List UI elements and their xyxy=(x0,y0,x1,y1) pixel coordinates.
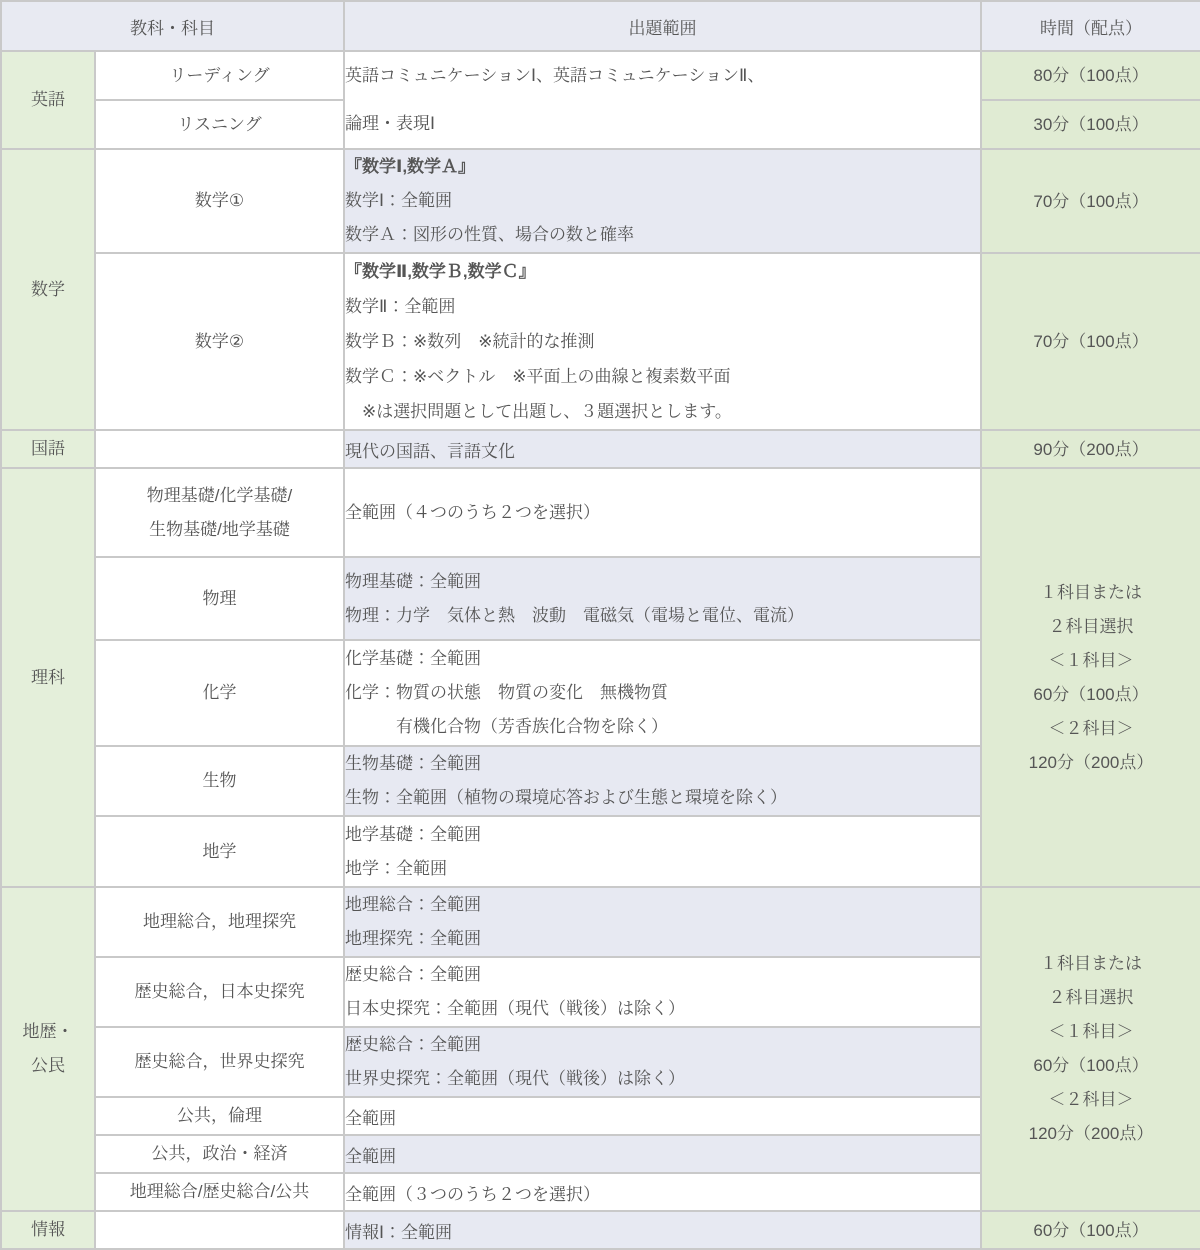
geology-subject-cell: 地学 xyxy=(95,816,344,887)
math1-time-cell: 70分（100点） xyxy=(981,149,1200,253)
chemistry-subject-cell: 化学 xyxy=(95,640,344,746)
english-category-cell: 英語 xyxy=(1,51,95,149)
chemistry-scope-cell xyxy=(344,640,981,746)
row-math-1 xyxy=(1,149,1200,253)
scope-line: 論理・表現Ⅰ xyxy=(345,114,436,133)
scope-line: 地学基礎：全範囲 xyxy=(345,824,481,844)
social-combined-subject-cell: 地理総合/歴史総合/公共 xyxy=(95,1173,344,1211)
time-line: １科目または xyxy=(1040,954,1142,973)
kokugo-time-cell: 90分（200点） xyxy=(981,430,1200,468)
world-history-scope-cell xyxy=(344,1027,981,1097)
information-subject-cell xyxy=(95,1211,344,1249)
scope-line: 地理総合：全範囲 xyxy=(345,895,481,914)
english-listening-subject-cell: リスニング xyxy=(95,100,344,149)
time-line: ２科目選択 xyxy=(1048,988,1134,1007)
scope-title-line: 『数学Ⅰ,数学Ａ』 xyxy=(345,157,476,176)
japanese-history-subject-cell: 歴史総合，日本史探究 xyxy=(95,957,344,1027)
category-line: 地歴・ xyxy=(22,1022,74,1041)
row-math-2 xyxy=(1,253,1200,430)
scope-line: 物理：力学 気体と熱 波動 電磁気（電場と電位、電流） xyxy=(345,605,804,625)
scope-line: 歴史総合：全範囲 xyxy=(345,965,481,984)
time-line: ＜１科目＞ xyxy=(1048,650,1134,670)
information-category-cell: 情報 xyxy=(1,1211,95,1249)
biology-subject-cell: 生物 xyxy=(95,746,344,816)
politics-economics-scope-cell: 全範囲 xyxy=(344,1135,981,1173)
english-reading-time-cell: 80分（100点） xyxy=(981,51,1200,100)
english-listening-time-cell: 30分（100点） xyxy=(981,100,1200,149)
english-reading-subject-cell: リーディング xyxy=(95,51,344,100)
row-science-basics xyxy=(1,468,1200,557)
row-kokugo xyxy=(1,430,1200,468)
english-scope-cell xyxy=(344,51,981,149)
scope-line: 全範囲（４つのうち２つを選択） xyxy=(345,502,600,522)
scope-line: 数学Ｂ：※数列 ※統計的な推測 xyxy=(345,332,595,351)
time-line: ＜２科目＞ xyxy=(1048,1090,1134,1109)
scope-line: 物理基礎：全範囲 xyxy=(345,571,481,591)
time-line: 60分（100点） xyxy=(1033,684,1149,704)
scope-line: 地理探究：全範囲 xyxy=(345,929,481,948)
japanese-history-scope-cell xyxy=(344,957,981,1027)
information-time-cell: 60分（100点） xyxy=(981,1211,1200,1249)
math1-subject-cell: 数学① xyxy=(95,149,344,253)
scope-line: 英語コミュニケーションⅠ、英語コミュニケーションⅡ、 xyxy=(345,66,765,85)
kokugo-scope-cell: 現代の国語、言語文化 xyxy=(344,430,981,468)
scope-line: 生物：全範囲（植物の環境応答および生態と環境を除く） xyxy=(345,788,787,807)
math-category-cell: 数学 xyxy=(1,149,95,430)
world-history-subject-cell: 歴史総合，世界史探究 xyxy=(95,1027,344,1097)
social-time-cell xyxy=(981,887,1200,1211)
biology-scope-cell xyxy=(344,746,981,816)
science-basics-subject-cell xyxy=(95,468,344,557)
header-time-column: 時間（配点） xyxy=(981,1,1200,51)
math1-scope-cell xyxy=(344,149,981,253)
scope-line: ※は選択問題として出題し、３題選択とします。 xyxy=(345,402,732,421)
physics-scope-cell xyxy=(344,557,981,640)
information-scope-cell: 情報Ⅰ：全範囲 xyxy=(344,1211,981,1249)
scope-line: 歴史総合：全範囲 xyxy=(345,1035,481,1054)
science-category-cell: 理科 xyxy=(1,468,95,887)
science-time-cell xyxy=(981,468,1200,887)
geography-scope-cell xyxy=(344,887,981,957)
scope-line: 数学Ⅰ：全範囲 xyxy=(345,191,453,210)
scope-title-line: 『数学Ⅱ,数学Ｂ,数学Ｃ』 xyxy=(345,262,536,281)
time-line: ２科目選択 xyxy=(1048,616,1134,636)
scope-line: 生物基礎：全範囲 xyxy=(345,754,481,773)
row-information xyxy=(1,1211,1200,1249)
politics-economics-subject-cell: 公共，政治・経済 xyxy=(95,1135,344,1173)
kokugo-subject-cell xyxy=(95,430,344,468)
physics-subject-cell: 物理 xyxy=(95,557,344,640)
scope-line: 数学Ａ：図形の性質、場合の数と確率 xyxy=(345,225,634,244)
math2-subject-cell: 数学② xyxy=(95,253,344,430)
social-category-cell xyxy=(1,887,95,1211)
science-basics-scope-cell xyxy=(344,468,981,557)
scope-line: 地学：全範囲 xyxy=(345,858,447,878)
scope-line: 有機化合物（芳香族化合物を除く） xyxy=(345,717,668,736)
row-english-reading xyxy=(1,51,1200,100)
time-line: 60分（100点） xyxy=(1033,1056,1149,1075)
header-row xyxy=(1,1,1200,51)
category-line: 公民 xyxy=(31,1056,65,1075)
geology-scope-cell xyxy=(344,816,981,887)
kokugo-category-cell: 国語 xyxy=(1,430,95,468)
time-line: ＜２科目＞ xyxy=(1048,718,1134,738)
scope-line: 化学基礎：全範囲 xyxy=(345,649,481,668)
math2-time-cell: 70分（100点） xyxy=(981,253,1200,430)
ethics-subject-cell: 公共，倫理 xyxy=(95,1097,344,1135)
time-line: １科目または xyxy=(1040,582,1142,602)
social-combined-scope-cell: 全範囲（３つのうち２つを選択） xyxy=(344,1173,981,1211)
scope-line: 数学Ｃ：※ベクトル ※平面上の曲線と複素数平面 xyxy=(345,367,731,386)
time-line: 120分（200点） xyxy=(1028,1124,1154,1143)
row-social-geography xyxy=(1,887,1200,957)
time-line: 120分（200点） xyxy=(1028,752,1154,772)
subject-line: 物理基礎/化学基礎/ xyxy=(146,485,293,505)
scope-line: 世界史探究：全範囲（現代（戦後）は除く） xyxy=(345,1069,685,1088)
subject-line: 生物基礎/地学基礎 xyxy=(149,519,290,539)
scope-line: 化学：物質の状態 物質の変化 無機物質 xyxy=(345,683,668,702)
header-scope-column: 出題範囲 xyxy=(344,1,981,51)
geography-subject-cell: 地理総合，地理探究 xyxy=(95,887,344,957)
header-subject-column: 教科・科目 xyxy=(1,1,344,51)
math2-scope-cell xyxy=(344,253,981,430)
scope-line: 数学Ⅱ：全範囲 xyxy=(345,297,456,316)
scope-line: 日本史探究：全範囲（現代（戦後）は除く） xyxy=(345,999,685,1018)
ethics-scope-cell: 全範囲 xyxy=(344,1097,981,1135)
time-line: ＜１科目＞ xyxy=(1048,1022,1134,1041)
